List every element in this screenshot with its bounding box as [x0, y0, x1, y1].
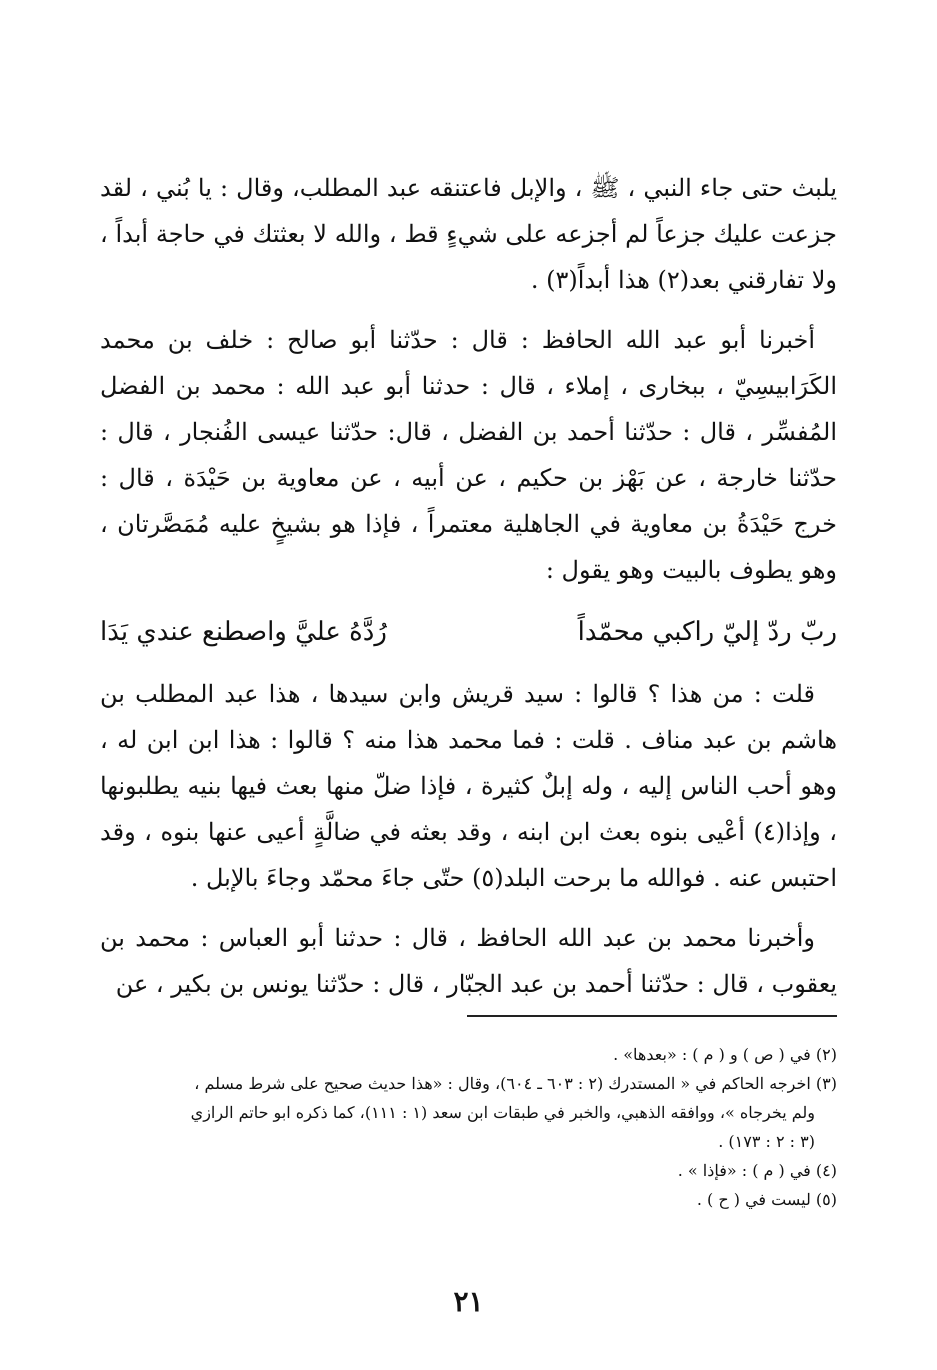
poetry-verse	[100, 607, 837, 657]
footnote-5: (٥) ليست في ( ح ) .	[696, 1190, 837, 1209]
paragraph-2: أخبرنا أبو عبد الله الحافظ : قال : حدّثنا أبو صالح : خلف بن محمد الكَرَابيسِيّ ، ببخارى ، إملاء ، قال : حدثنا أبو عبد الله : محمد بن الفضل المُفسِّر ، قال : حدّثنا أحمد بن الفضل ، قال: حدّثنا عيسى الفُنجار ، قال : حدّثنا خارجة ، عن بَهْز بن حكيم ، عن أبيه ، عن معاوية بن حَيْدَة ، قال : خرج حَيْدَةُ بن معاوية في الجاهلية معتمراً ، فإذا هو بشيخٍ عليه مُمَصَّرتان ، وهو يطوف بالبيت وهو يقول :	[100, 326, 837, 584]
footnote-separator	[467, 1015, 837, 1017]
paragraph-3: قلت : من هذا ؟ قالوا : سيد قريش وابن سيدها ، هذا عبد المطلب بن هاشم بن عبد مناف . قلت : فما محمد هذا منه ؟ قالوا : هذا ابن ابن له ، وهو أحب الناس إليه ، وله إبلٌ كثيرة ، فإذا ضلّ منها بعث فيها بنيه يطلبونها ، وإذا(٤) أعْيى بنوه بعث ابن ابنه ، وقد بعثه في ضالَّةٍ أعيى عنها بنوه ، وقد احتبس عنه . فوالله ما برحت البلد(٥) حتّى جاءَ محمّد وجاءَ بالإبل .	[100, 680, 838, 892]
page-number: ٢١	[453, 1285, 484, 1318]
verse-left-hemistich: رُدَّهُ عليَّ واصطنع عندي يَدَا	[100, 617, 387, 647]
footnotes	[100, 1040, 837, 1214]
main-text	[100, 165, 837, 1021]
paragraph-1: يلبث حتى جاء النبي ، ﷺ ، والإبل فاعتنقه عبد المطلب، وقال : يا بُني ، لقد جزعت عليك جزعاً لم أجزعه على شيءٍ قط ، والله لا بعثتك في حاجة أبداً ، ولا تفارقني بعد(٢) هذا أبداً(٣) .	[100, 174, 837, 294]
footnote-4: (٤) في ( م ) : «فإذا » .	[677, 1161, 837, 1180]
footnote-3-continuation: ولم يخرجاه »، ووافقه الذهبي، والخبر في طبقات ابن سعد (١ : ١١١)، كما ذكره ابو حاتم الرازي	[190, 1103, 815, 1122]
verse-right-hemistich: ربّ ردّ إليّ راكبي محمّداً	[577, 617, 837, 647]
footnote-3: (٣) اخرجه الحاكم في « المستدرك (٢ : ٦٠٣ ـ ٦٠٤)، وقال : «هذا حديث صحيح على شرط مسلم ،	[194, 1074, 837, 1093]
paragraph-4: وأخبرنا محمد بن عبد الله الحافظ ، قال : حدثنا أبو العباس : محمد بن يعقوب ، قال : حدّثنا أحمد بن عبد الجبّار ، قال : حدّثنا يونس بن بكير ، عن	[100, 924, 837, 998]
footnote-3-continuation-2: (٣ : ٢ : ١٧٣) .	[718, 1132, 815, 1151]
footnote-2: (٢) في ( ص ) و ( م ) : «بعدها» .	[613, 1045, 837, 1064]
